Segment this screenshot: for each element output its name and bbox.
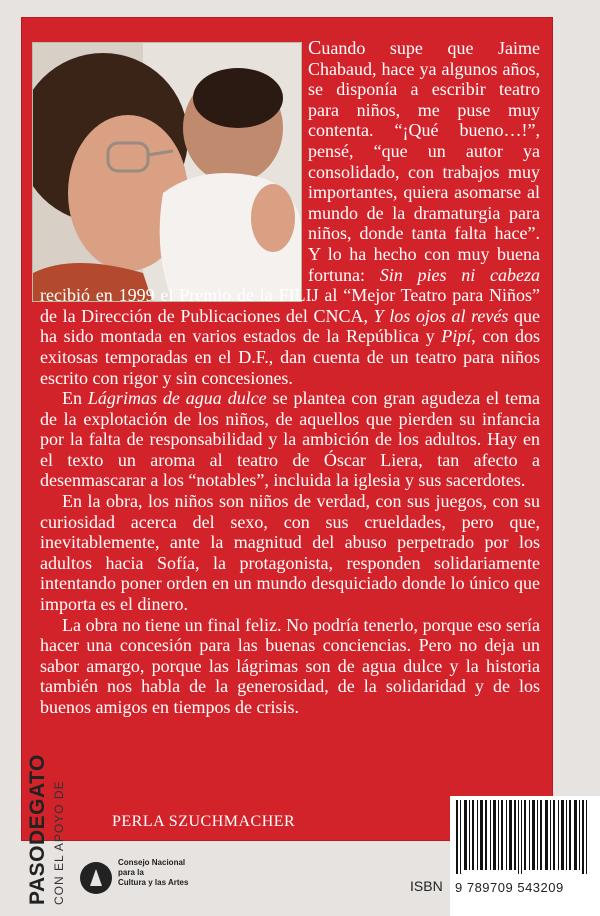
sponsor-line-2: para la bbox=[118, 868, 144, 877]
sponsor-line-3: Cultura y las Artes bbox=[118, 878, 189, 887]
book-title-pipi: Pipí bbox=[441, 326, 472, 347]
conaculta-icon bbox=[78, 860, 114, 896]
p1-text-b: recibió en 1999 el Premio de la FILIJ al “Mejor Teatro para Niños” de la Dirección de Publicaciones del CNCA, bbox=[40, 285, 540, 326]
p1-text-d: , con dos exitosas temporadas en el D.F., dan cuenta de un teatro para niños escrito con rigor y sin concesiones. bbox=[40, 326, 540, 388]
p1-text-a: uando supe que Jaime Chabaud, hace ya algunos años, se disponía a escribir teatro para niños, me puse muy contenta. “¡Qué bueno…!”, pensé, “que un autor ya consolidado, con trabajos muy importantes, quiera asomarse al mundo de la dramaturgia para niños, donde tanta falta hace”. Y lo ha hecho con muy buena fortuna: bbox=[308, 38, 540, 285]
paragraph-2 bbox=[40, 388, 540, 491]
p2-text-b: se plantea con gran agudeza el tema de la explotación de los niños, de aquellos que pierden su infancia por la falta de responsabilidad y la ambición de los adultos. Hay en el texto un aroma al teatro de Óscar Liera, tan afecto a desenmascarar a los “notables”, incluida la iglesia y sus sacerdotes. bbox=[40, 388, 540, 491]
conaculta-logo bbox=[78, 858, 288, 912]
barcode bbox=[450, 796, 600, 916]
paragraph-4: La obra no tiene un final feliz. No podría tenerlo, porque eso sería hacer una concesión para las buenas conciencias. Pero no deja un sabor amargo, porque las lágrimas son de agua dulce y la historia también nos habla de la generosidad, de la solidaridad y de los buenos amigos en tiempos de crisis. bbox=[40, 614, 540, 717]
publisher-logo: PASODEGATO bbox=[26, 754, 49, 905]
isbn-label: ISBN bbox=[410, 878, 443, 894]
synopsis-text bbox=[40, 38, 540, 718]
paragraph-3: En la obra, los niños son niños de verdad, con sus juegos, con su curiosidad acerca del sexo, con sus crueldades, pero que, inevitablemente, ante la magnitud del abuso perpetrado por los adultos hacia Sofía, la protagonista, responden solidariamente intentando poner orden en un mundo desquiciado donde lo único que importa es el dinero. bbox=[40, 491, 540, 615]
photo-spacer bbox=[40, 38, 308, 268]
sponsor-line-1: Consejo Nacional bbox=[118, 858, 186, 867]
paragraph-1 bbox=[40, 38, 540, 388]
book-title-ojos: Y los ojos al revés bbox=[373, 305, 509, 326]
author-signature: PERLA SZUCHMACHER bbox=[112, 813, 296, 830]
book-title-lagrimas: Lágrimas de agua dulce bbox=[87, 388, 267, 409]
isbn-number: 9 789709 543209 bbox=[455, 880, 564, 895]
conaculta-text bbox=[118, 858, 188, 888]
drop-cap: C bbox=[308, 37, 322, 59]
barcode-lines bbox=[450, 796, 600, 876]
publisher-support-text: CON EL APOYO DE bbox=[52, 780, 66, 905]
p1-text-c: que ha sido montada en varios estados de la República y bbox=[40, 305, 540, 347]
p2-text-a: En bbox=[62, 388, 88, 409]
book-title-sin-pies: Sin pies ni cabeza bbox=[379, 264, 541, 285]
